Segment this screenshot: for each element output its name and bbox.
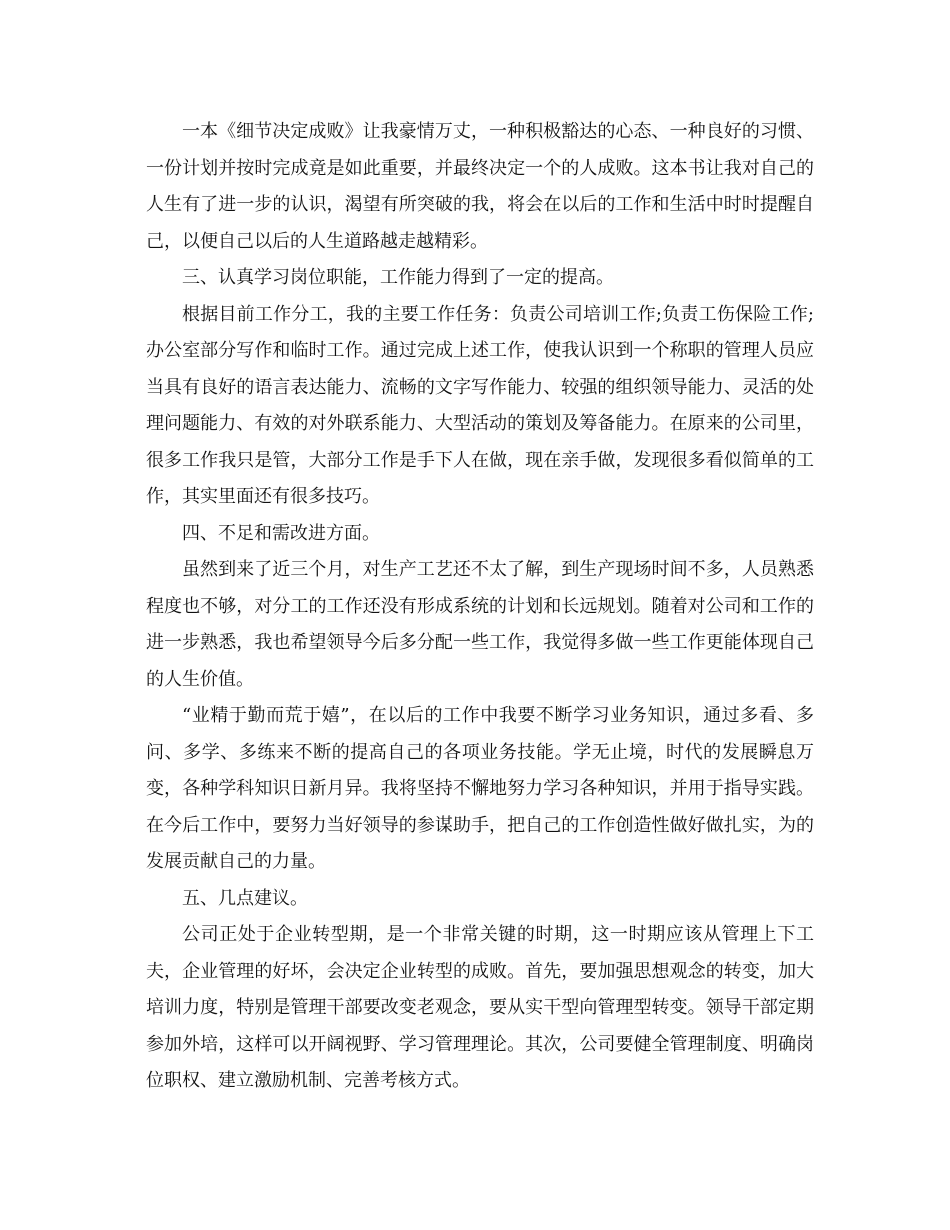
section-heading-five: 五、几点建议。	[182, 887, 308, 909]
section-heading-three: 三、认真学习岗位职能，工作能力得到了一定的提高。	[182, 267, 614, 288]
paragraph-diligence: “业精于勤而荒于嬉”，在以后的工作中我要不断学习业务知识，通过多看、多问、多学、多练来不断的提高自己的各项业务技能。学无止境，时代的发展瞬息万变，各种学科知识日新月异。我将坚持不懈地努力学习各种知识，并用于指导实践。在今后工作中，要努力当好领导的参谋助手，把自己的工作创造性做好做扎实，为的发展贡献自己的力量。	[146, 705, 814, 872]
section-heading-four: 四、不足和需改进方面。	[182, 522, 380, 544]
paragraph-suggestions: 公司正处于企业转型期，是一个非常关键的时期，这一时期应该从管理上下工夫，企业管理的好坏，会决定企业转型的成败。首先，要加强思想观念的转变，加大培训力度，特别是管理干部要改变老观念，要从实干型向管理型转变。领导干部定期参加外培，这样可以开阔视野、学习管理理论。其次，公司要健全管理制度、明确岗位职权、建立激励机制、完善考核方式。	[146, 924, 814, 1091]
paragraph-shortcomings: 虽然到来了近三个月，对生产工艺还不太了解，到生产现场时间不多，人员熟悉程度也不够，对分工的工作还没有形成系统的计划和长远规划。随着对公司和工作的进一步熟悉，我也希望领导今后多分配一些工作，我觉得多做一些工作更能体现自己的人生价值。	[146, 559, 814, 690]
document-body	[146, 114, 814, 1100]
paragraph-book-reflection: 一本《细节决定成败》让我豪情万丈，一种积极豁达的心态、一种良好的习惯、一份计划并按时完成竟是如此重要，并最终决定一个的人成败。这本书让我对自己的人生有了进一步的认识，渴望有所突破的我，将会在以后的工作和生活中时时提醒自己，以便自己以后的人生道路越走越精彩。	[146, 121, 814, 252]
paragraph-work-tasks: 根据目前工作分工，我的主要工作任务：负责公司培训工作;负责工伤保险工作;办公室部分写作和临时工作。通过完成上述工作，使我认识到一个称职的管理人员应当具有良好的语言表达能力、流畅的文字写作能力、较强的组织领导能力、灵活的处理问题能力、有效的对外联系能力、大型活动的策划及筹备能力。在原来的公司里，很多工作我只是管，大部分工作是手下人在做，现在亲手做，发现很多看似简单的工作，其实里面还有很多技巧。	[146, 303, 814, 507]
